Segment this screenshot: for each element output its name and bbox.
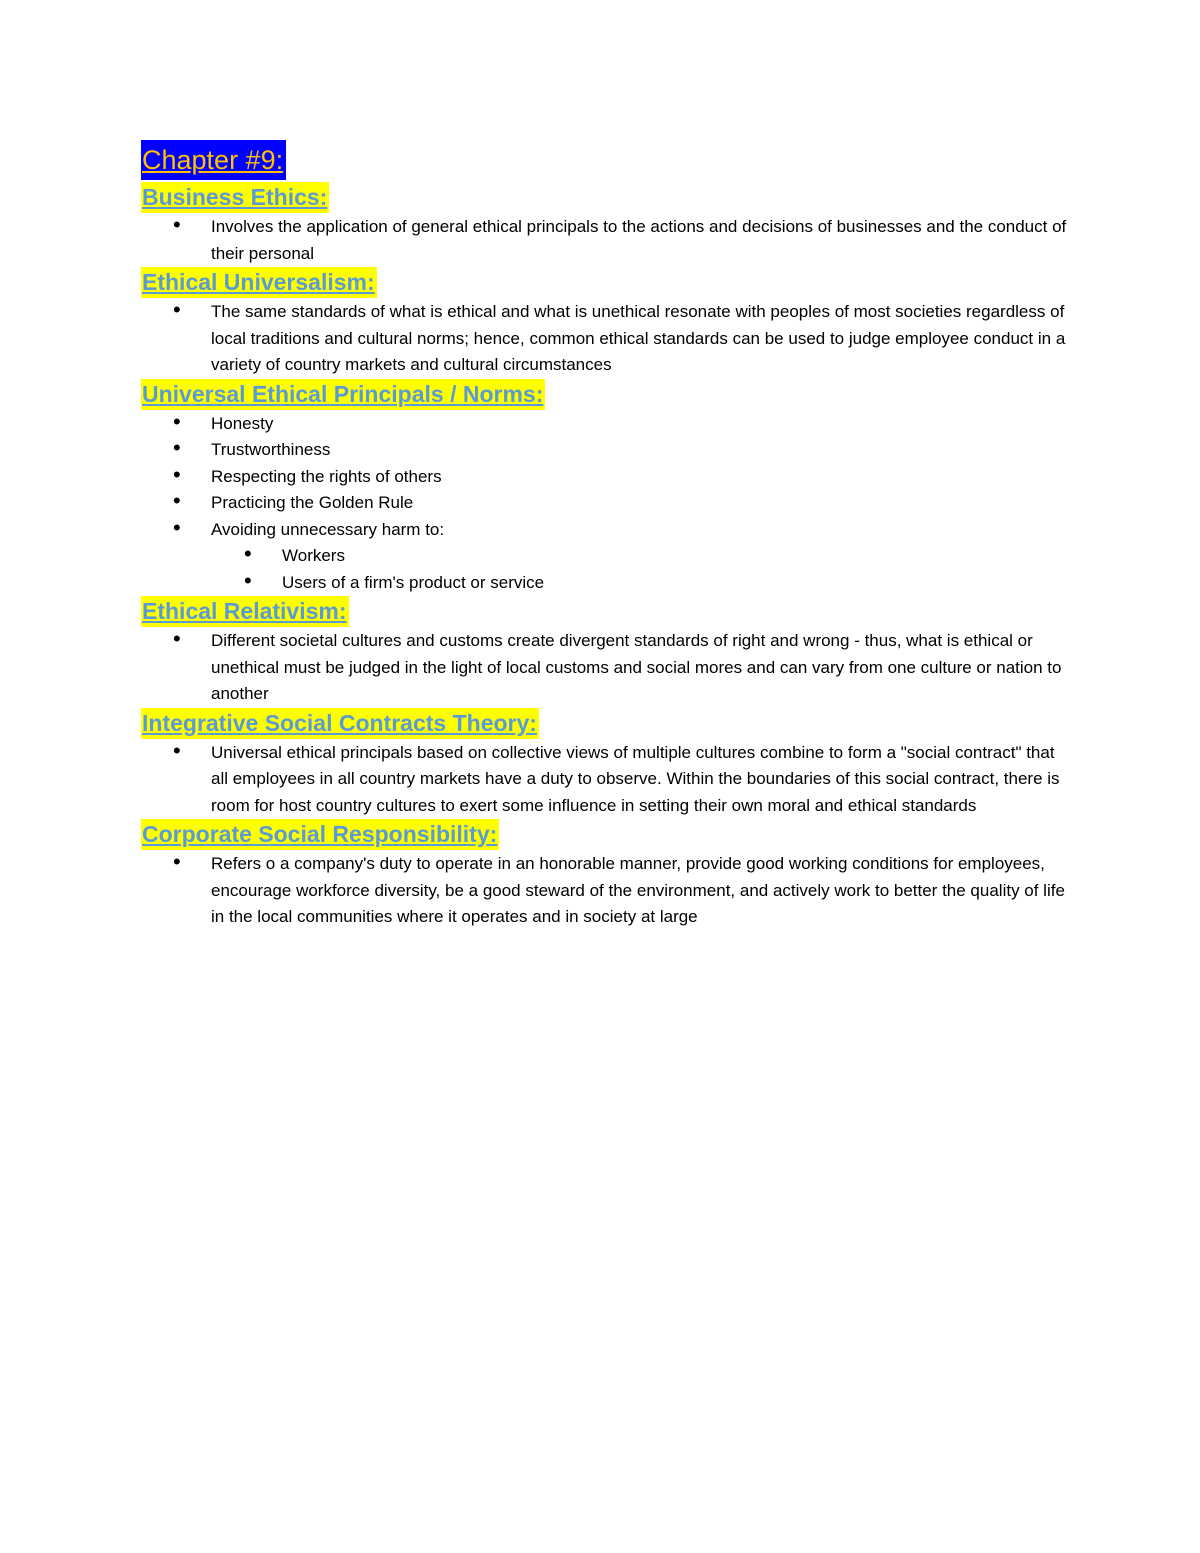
section-corporate-social-responsibility xyxy=(141,819,1071,931)
bullet-item: • Universal ethical principals based on collective views of multiple cultures combine to form a "social contract" that all employees in all country markets have a duty to observe. Within the boundaries of this social contract, there is room for host country cultures to exert some influence in setting their own moral and ethical standards xyxy=(141,740,1071,820)
sub-bullet-item: • Users of a firm's product or service xyxy=(141,570,1071,597)
bullet-item: • Honesty xyxy=(141,411,1071,438)
bullet-item: • Respecting the rights of others xyxy=(141,464,1071,491)
section-heading: Ethical Universalism: xyxy=(141,267,377,298)
chapter-title: Chapter #9: xyxy=(141,140,286,180)
chapter-title-row xyxy=(141,140,1071,182)
section-ethical-universalism xyxy=(141,267,1071,379)
bullet-item: • Refers o a company's duty to operate in an honorable manner, provide good working conditions for employees, encourage workforce diversity, be a good steward of the environment, and actively work to better the quality of life in the local communities where it operates and in society at large xyxy=(141,851,1071,931)
bullet-item: • Avoiding unnecessary harm to: xyxy=(141,517,1071,544)
section-heading: Corporate Social Responsibility: xyxy=(141,819,499,850)
bullet-list xyxy=(141,740,1071,820)
section-heading: Integrative Social Contracts Theory: xyxy=(141,708,539,739)
bullet-list xyxy=(141,411,1071,597)
bullet-item: • Different societal cultures and customs create divergent standards of right and wrong - thus, what is ethical or unethical must be judged in the light of local customs and social mores and can vary from one culture or nation to another xyxy=(141,628,1071,708)
section-ethical-relativism xyxy=(141,596,1071,708)
bullet-item: • The same standards of what is ethical and what is unethical resonate with peoples of most societies regardless of local traditions and cultural norms; hence, common ethical standards can be used to judge employee conduct in a variety of country markets and cultural circumstances xyxy=(141,299,1071,379)
section-heading: Business Ethics: xyxy=(141,182,329,213)
section-integrative-social-contracts xyxy=(141,708,1071,820)
bullet-list xyxy=(141,851,1071,931)
section-universal-ethical-principals xyxy=(141,379,1071,597)
section-heading: Universal Ethical Principals / Norms: xyxy=(141,379,545,410)
bullet-list xyxy=(141,214,1071,267)
section-heading: Ethical Relativism: xyxy=(141,596,349,627)
bullet-item: • Involves the application of general ethical principals to the actions and decisions of businesses and the conduct of their personal xyxy=(141,214,1071,267)
bullet-list xyxy=(141,299,1071,379)
bullet-list xyxy=(141,628,1071,708)
bullet-item: • Trustworthiness xyxy=(141,437,1071,464)
bullet-item: • Practicing the Golden Rule xyxy=(141,490,1071,517)
sub-bullet-item: • Workers xyxy=(141,543,1071,570)
section-business-ethics xyxy=(141,182,1071,267)
document-page xyxy=(141,140,1071,931)
